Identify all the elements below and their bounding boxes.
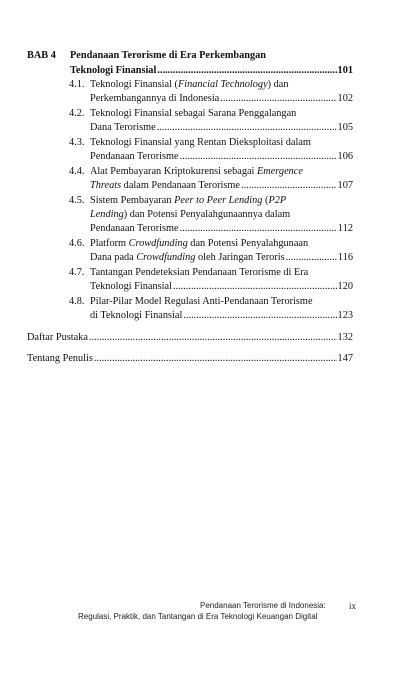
dot-leader (157, 121, 337, 134)
toc-entry-4-2 (90, 121, 353, 134)
section-text-italic: Emergence (257, 166, 303, 177)
section-page: 123 (337, 310, 353, 321)
back-matter-label: Daftar Pustaka (27, 332, 88, 343)
section-text: Dana pada (90, 252, 137, 263)
section-page: 116 (337, 252, 353, 263)
section-text: dan Potensi Penyalahgunaan (187, 238, 309, 249)
chapter-title-line1: Pendanaan Terorisme di Era Perkembangan (70, 50, 267, 61)
section-page: 105 (337, 122, 353, 133)
section-number: 4.5. (69, 195, 85, 206)
toc-entry-4-3 (90, 150, 353, 163)
section-number: 4.8. (69, 296, 85, 307)
section-text-italic: Crowdfunding (136, 252, 196, 263)
section-text-italic: Financial Technology (177, 79, 268, 90)
back-matter-label: Tentang Penulis (27, 353, 93, 364)
section-text: ) dan Potensi Penyalahgunaannya dalam (123, 209, 291, 220)
section-title-line2: Teknologi Finansial (90, 281, 172, 292)
section-title-line1: Pilar-Pilar Model Regulasi Anti-Pendanaan Terorisme (90, 296, 313, 307)
section-number: 4.3. (69, 137, 85, 148)
section-title-line2 (90, 251, 285, 264)
section-number: 4.2. (69, 108, 85, 119)
section-text-italic: P2P (268, 195, 287, 206)
toc-entry-4-1 (90, 92, 353, 105)
dot-leader (157, 64, 336, 77)
section-text: Alat Pembayaran Kriptokurensi sebagai (90, 166, 257, 177)
section-text-italic: Crowdfunding (128, 238, 188, 249)
section-number: 4.1. (69, 79, 85, 90)
section-title-line2: Pendanaan Terorisme (90, 151, 179, 162)
section-page: 102 (337, 93, 353, 104)
section-text: dalam Pendanaan Terorisme (121, 180, 240, 191)
section-title-line1: Teknologi Finansial yang Rentan Dieksploitasi dalam (90, 137, 311, 148)
section-title-line1 (90, 78, 289, 91)
running-footer-line2: Regulasi, Praktik, dan Tantangan di Era Teknologi Keuangan Digital (78, 612, 318, 621)
section-title-line1: Teknologi Finansial sebagai Sarana Penggalangan (90, 108, 297, 119)
toc-entry-4-8 (90, 309, 353, 322)
dot-leader (173, 280, 337, 293)
dot-leader (241, 179, 337, 192)
dot-leader (183, 309, 336, 322)
dot-leader (89, 331, 337, 344)
section-title-line2: Perkembangannya di Indonesia (90, 93, 220, 104)
toc-entry-4-6 (90, 251, 353, 264)
section-text: Teknologi Finansial ( (90, 79, 178, 90)
section-text: ) dan (267, 79, 289, 90)
section-number: 4.6. (69, 238, 85, 249)
section-title-line1: Tantangan Pendeteksian Pendanaan Terorisme di Era (90, 267, 309, 278)
toc-entry-4-7 (90, 280, 353, 293)
section-title-line1 (90, 194, 286, 207)
dot-leader (220, 92, 336, 105)
section-text: ( (262, 195, 269, 206)
section-page: 106 (337, 151, 353, 162)
section-title-line2 (90, 179, 240, 192)
section-text-italic: Lending (90, 209, 124, 220)
toc-entry-daftar-pustaka (27, 331, 353, 344)
dot-leader (180, 222, 337, 235)
section-title-line2: di Teknologi Finansial (90, 310, 183, 321)
toc-entry-4-4 (90, 179, 353, 192)
section-text: Sistem Pembayaran (90, 195, 175, 206)
chapter-page: 101 (337, 65, 353, 76)
section-title-line1 (90, 165, 303, 178)
section-title-line2 (90, 208, 290, 221)
chapter-label: BAB 4 (27, 50, 56, 61)
page-number: ix (349, 601, 357, 611)
toc-entry-4-5 (90, 222, 353, 235)
chapter-title-line2: Teknologi Finansial (70, 65, 157, 76)
toc-entry-tentang-penulis (27, 352, 353, 365)
section-page: 112 (337, 223, 353, 234)
section-text: Platform (90, 238, 129, 249)
section-text-italic: Peer to Peer Lending (174, 195, 263, 206)
back-matter-page: 147 (337, 353, 353, 364)
section-text-italic: Threats (90, 180, 122, 191)
section-title-line3: Pendanaan Terorisme (90, 223, 179, 234)
toc-entry-chapter (70, 64, 353, 77)
dot-leader (94, 352, 337, 365)
back-matter-page: 132 (337, 332, 353, 343)
section-page: 107 (337, 180, 353, 191)
dot-leader (180, 150, 337, 163)
section-text: oleh Jaringan Teroris (195, 252, 285, 263)
section-title-line1 (90, 237, 308, 250)
section-number: 4.7. (69, 267, 85, 278)
section-page: 120 (337, 281, 353, 292)
running-footer-line1: Pendanaan Terorisme di Indonesia: (200, 601, 326, 610)
dot-leader (286, 251, 337, 264)
section-number: 4.4. (69, 166, 85, 177)
section-title-line2: Dana Terorisme (90, 122, 156, 133)
